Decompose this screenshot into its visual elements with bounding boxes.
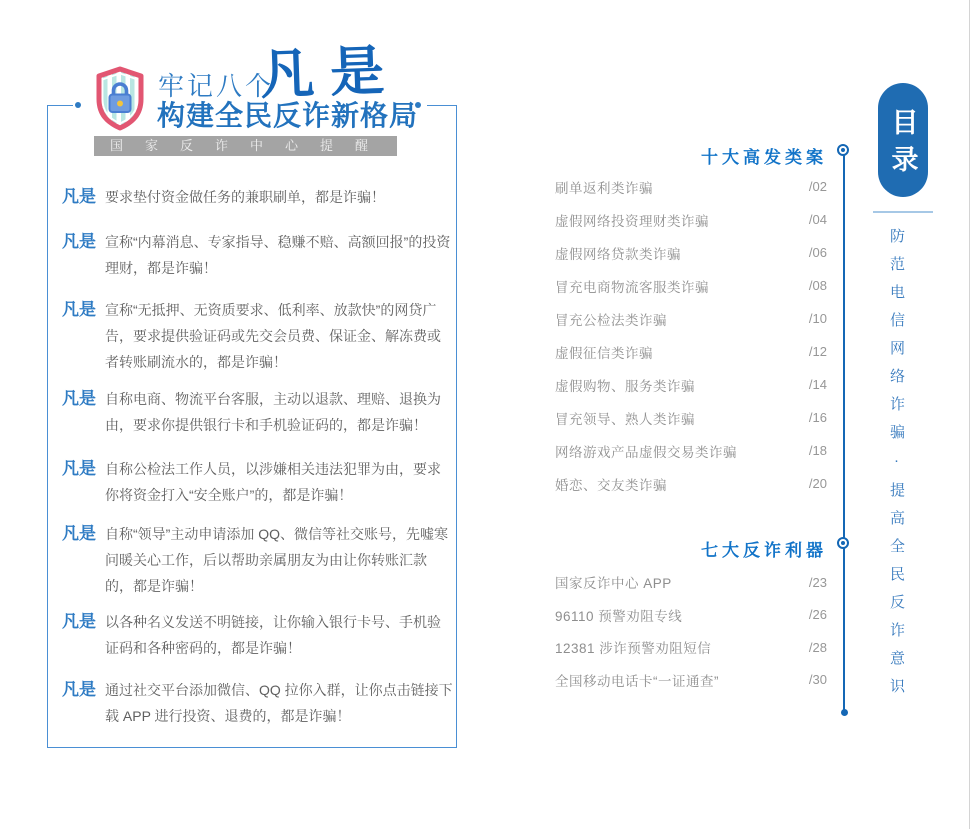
bullseye-icon — [837, 144, 849, 156]
toc-item-title: 刷单返利类诈骗 — [555, 180, 653, 196]
toc-section1-heading: 十大高发类案 — [701, 148, 827, 167]
fanshi-item-3 — [62, 297, 454, 375]
toc-item-title: 虚假征信类诈骗 — [555, 345, 653, 361]
toc-item-page: /26 — [808, 607, 827, 623]
frame-dot-left — [75, 102, 81, 108]
toc-item — [555, 599, 827, 632]
toc-item-page: /02 — [808, 179, 827, 194]
fanshi-label: 凡是 — [62, 300, 96, 319]
toc-timeline — [843, 152, 845, 712]
frame-top-right-segment — [427, 105, 457, 106]
toc-item-page: /10 — [808, 311, 827, 326]
toc-item-page: /14 — [808, 377, 827, 392]
toc-item-page: /28 — [808, 639, 827, 655]
fanshi-text: 要求垫付资金做任务的兼职刷单，都是诈骗！ — [105, 189, 385, 205]
pill-divider — [873, 211, 933, 213]
toc-item — [555, 467, 827, 500]
toc-item — [555, 170, 827, 203]
toc-item-page: /23 — [808, 574, 827, 590]
fanshi-text: 通过社交平台添加微信、QQ 拉你入群，让你点击链接下载 APP 进行投资、退费的，都是诈骗！ — [105, 682, 453, 724]
slogan-small: 牢记八个 — [158, 71, 275, 101]
toc-section2-list — [555, 566, 827, 696]
fanshi-text: 宣称“无抵押、无资质要求、低利率、放款快”的网贷广告，要求提供验证码或先交会员费、保证金、解冻费或者转账刷流水的，都是诈骗！ — [105, 302, 441, 370]
toc-item-page: /20 — [808, 476, 827, 491]
toc-item — [555, 269, 827, 302]
toc-item-page: /30 — [808, 672, 827, 688]
fanshi-text: 宣称“内幕消息、专家指导、稳赚不赔、高额回报”的投资理财，都是诈骗！ — [105, 234, 451, 276]
fanshi-item-5 — [62, 456, 454, 508]
fanshi-text: 自称“领导”主动申请添加 QQ、微信等社交账号，先嘘寒问暖关心工作，后以帮助亲属朋友为由让你转账汇款的，都是诈骗！ — [105, 526, 448, 594]
toc-item-title: 全国移动电话卡“一证通查” — [555, 673, 719, 689]
toc-item — [555, 203, 827, 236]
fanshi-item-6 — [62, 521, 454, 599]
toc-item-page: /16 — [808, 410, 827, 425]
fanshi-label: 凡是 — [62, 680, 96, 699]
toc-item — [555, 434, 827, 467]
toc-item-title: 国家反诈中心 APP — [555, 576, 672, 592]
toc-item-title: 96110 预警劝阻专线 — [555, 608, 683, 624]
toc-item — [555, 664, 827, 697]
toc-section1-list — [555, 170, 827, 500]
bullseye-icon — [837, 537, 849, 549]
frame-top-left-segment — [47, 105, 73, 106]
toc-item-page: /12 — [808, 344, 827, 359]
toc-item — [555, 302, 827, 335]
toc-section2-heading: 七大反诈利器 — [701, 541, 827, 560]
vertical-motto: 防范电信网络诈骗·提高全民反诈意识 — [888, 228, 905, 706]
toc-item-title: 12381 涉诈预警劝阻短信 — [555, 641, 712, 657]
toc-item-title: 虚假网络贷款类诈骗 — [555, 246, 681, 262]
fanshi-label: 凡是 — [62, 187, 96, 206]
toc-item — [555, 566, 827, 599]
fanshi-label: 凡是 — [62, 524, 96, 543]
fanshi-item-1 — [62, 184, 454, 210]
toc-item-title: 冒充电商物流客服类诈骗 — [555, 279, 709, 295]
toc-end-dot — [841, 709, 848, 716]
fanshi-item-8 — [62, 677, 454, 729]
toc-item-page: /18 — [808, 443, 827, 458]
fanshi-label: 凡是 — [62, 459, 96, 478]
toc-item-title: 婚恋、交友类诈骗 — [555, 477, 667, 493]
toc-item-title: 虚假购物、服务类诈骗 — [555, 378, 695, 394]
fanshi-label: 凡是 — [62, 232, 96, 251]
toc-item — [555, 335, 827, 368]
toc-item — [555, 401, 827, 434]
slogan-subtitle: 构建全民反诈新格局 — [157, 100, 419, 131]
slogan-calligraphy: 凡是 — [259, 40, 402, 106]
fanshi-text: 自称公检法工作人员，以涉嫌相关违法犯罪为由，要求你将资金打入“安全账户”的，都是诈骗！ — [105, 461, 441, 503]
toc-item-title: 冒充公检法类诈骗 — [555, 312, 667, 328]
fanshi-item-2 — [62, 229, 454, 281]
toc-item-page: /04 — [808, 212, 827, 227]
toc-item-page: /08 — [808, 278, 827, 293]
fanshi-item-7 — [62, 609, 454, 661]
fanshi-text: 以各种名义发送不明链接，让你输入银行卡号、手机验证码和各种密码的，都是诈骗！ — [105, 614, 441, 656]
reminder-bar: 国家反诈中心提醒 — [94, 136, 397, 156]
page-edge-line — [969, 0, 970, 829]
toc-item — [555, 631, 827, 664]
toc-item-page: /06 — [808, 245, 827, 260]
toc-item-title: 虚假网络投资理财类诈骗 — [555, 213, 709, 229]
fanshi-text: 自称电商、物流平台客服，主动以退款、理赔、退换为由，要求你提供银行卡和手机验证码的，都是诈骗！ — [105, 391, 441, 433]
fanshi-item-4 — [62, 386, 454, 438]
toc-pill-label: 目录 — [887, 108, 918, 182]
toc-item — [555, 236, 827, 269]
fanshi-label: 凡是 — [62, 389, 96, 408]
fanshi-label: 凡是 — [62, 612, 96, 631]
toc-pill-badge — [878, 83, 928, 197]
shield-lock-icon — [94, 66, 146, 136]
toc-item — [555, 368, 827, 401]
toc-item-title: 网络游戏产品虚假交易类诈骗 — [555, 444, 737, 460]
toc-item-title: 冒充领导、熟人类诈骗 — [555, 411, 695, 427]
